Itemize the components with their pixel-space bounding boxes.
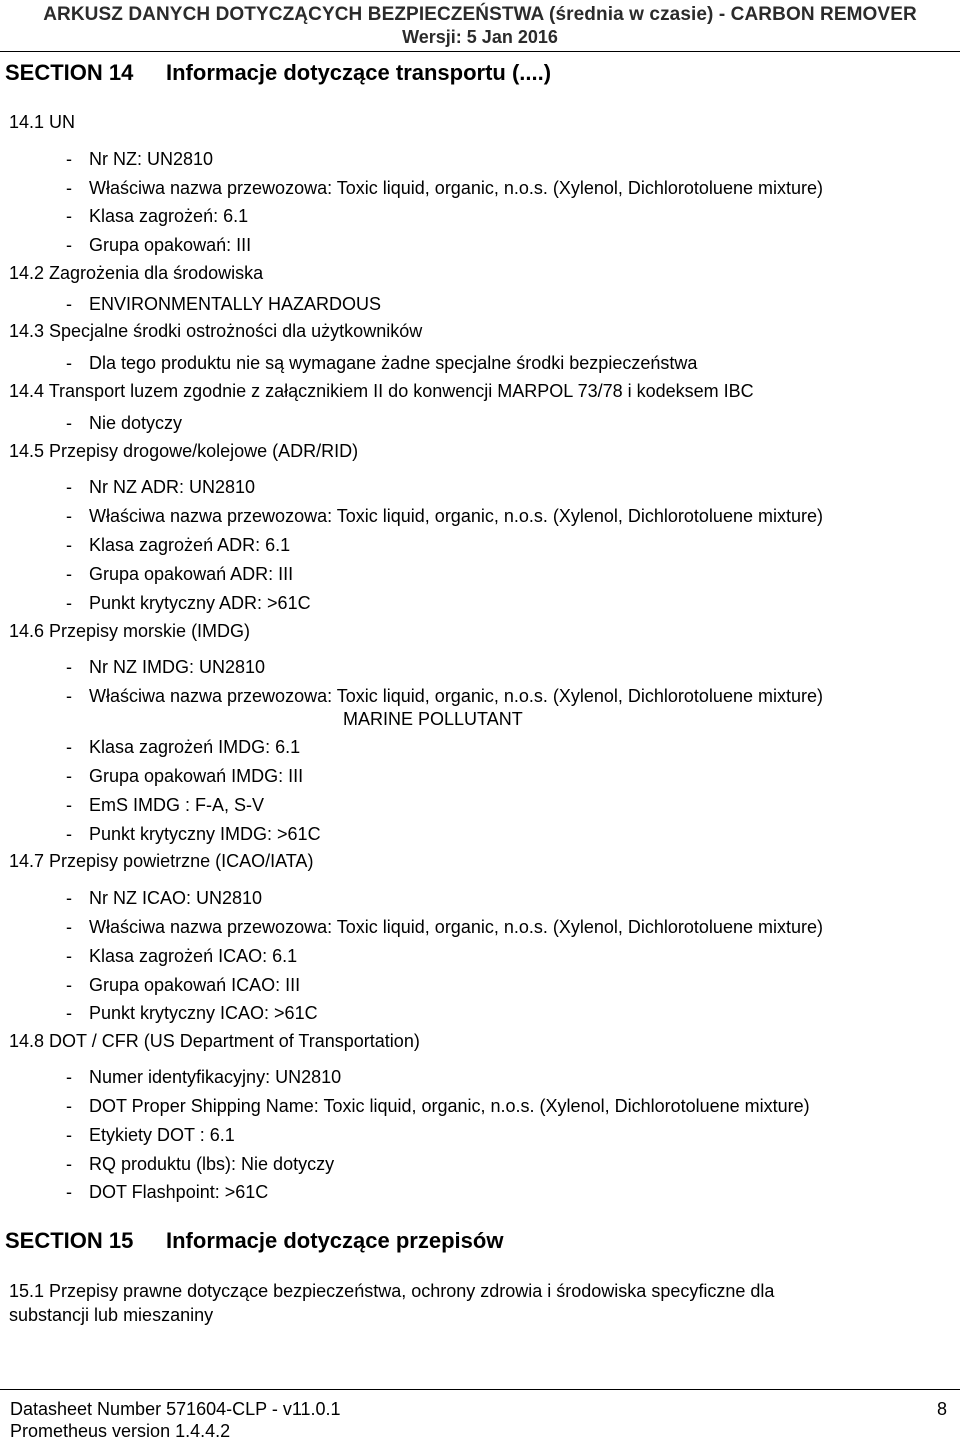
list-item: - DOT Flashpoint: >61C [66,1182,269,1202]
list-item: - Nie dotyczy [66,413,183,433]
list-item: - Numer identyfikacyjny: UN2810 [66,1067,342,1087]
section-14-number: SECTION 14 [5,60,134,85]
section-14-title: Informacje dotyczące transportu (....) [166,60,552,85]
subsection-14-8-heading: 14.8 DOT / CFR (US Department of Transportation) [9,1031,420,1051]
subsection-14-2-heading: 14.2 Zagrożenia dla środowiska [9,263,264,283]
list-item: - Właściwa nazwa przewozowa: Toxic liquid, organic, n.o.s. (Xylenol, Dichlorotoluene mixture) [66,917,823,937]
subsection-15-1-heading-cont: substancji lub mieszaniny [9,1305,214,1325]
document-title: ARKUSZ DANYCH DOTYCZĄCYCH BEZPIECZEŃSTWA (średnia w czasie) - CARBON REMOVER [43,4,917,25]
list-item: - Punkt krytyczny IMDG: >61C [66,824,321,844]
datasheet-number: Datasheet Number 571604-CLP - v11.0.1 [10,1399,341,1419]
list-item: - Właściwa nazwa przewozowa: Toxic liquid, organic, n.o.s. (Xylenol, Dichlorotoluene mixture) [66,686,823,706]
list-item: - EmS IMDG : F-A, S-V [66,795,265,815]
list-item: - Właściwa nazwa przewozowa: Toxic liquid, organic, n.o.s. (Xylenol, Dichlorotoluene mixture) [66,506,823,526]
subsection-14-5-heading: 14.5 Przepisy drogowe/kolejowe (ADR/RID) [9,441,359,461]
list-item: - Klasa zagrożeń ICAO: 6.1 [66,946,298,966]
list-item: - Nr NZ IMDG: UN2810 [66,657,266,677]
list-item: - Grupa opakowań ADR: III [66,564,294,584]
list-item: - Grupa opakowań IMDG: III [66,766,304,786]
list-item: - Nr NZ ADR: UN2810 [66,477,256,497]
prometheus-version: Prometheus version 1.4.4.2 [10,1421,231,1441]
list-item: - Punkt krytyczny ICAO: >61C [66,1003,318,1023]
list-item: - Nr NZ ICAO: UN2810 [66,888,263,908]
list-item: - Grupa opakowań ICAO: III [66,975,301,995]
footer-rule [0,1389,960,1390]
subsection-14-1-heading: 14.1 UN [9,112,76,132]
subsection-14-6-heading: 14.6 Przepisy morskie (IMDG) [9,621,251,641]
section-15-heading [5,1228,504,1254]
subsection-15-1-heading: 15.1 Przepisy prawne dotyczące bezpieczeństwa, ochrony zdrowia i środowiska specyficzne dla [9,1281,775,1301]
header-rule [0,51,960,52]
list-item: - Klasa zagrożeń: 6.1 [66,206,249,226]
list-item: - Etykiety DOT : 6.1 [66,1125,235,1145]
subsection-14-3-heading: 14.3 Specjalne środki ostrożności dla użytkowników [9,321,423,341]
document-header [0,4,960,48]
list-item: - DOT Proper Shipping Name: Toxic liquid, organic, n.o.s. (Xylenol, Dichlorotoluene mixture) [66,1096,810,1116]
subsection-14-7-heading: 14.7 Przepisy powietrzne (ICAO/IATA) [9,851,314,871]
list-item: - Klasa zagrożeń ADR: 6.1 [66,535,291,555]
section-15-title: Informacje dotyczące przepisów [166,1228,504,1253]
section-15-number: SECTION 15 [5,1228,134,1253]
page-number: 8 [937,1399,948,1419]
list-item: - Dla tego produktu nie są wymagane żadne specjalne środki bezpieczeństwa [66,353,698,373]
section-14-heading [5,60,552,86]
list-item: - Nr NZ: UN2810 [66,149,214,169]
list-item: - Punkt krytyczny ADR: >61C [66,593,311,613]
list-item: - Właściwa nazwa przewozowa: Toxic liquid, organic, n.o.s. (Xylenol, Dichlorotoluene mixture) [66,178,823,198]
list-item: - Klasa zagrożeń IMDG: 6.1 [66,737,301,757]
list-item: - Grupa opakowań: III [66,235,252,255]
list-item: - RQ produktu (lbs): Nie dotyczy [66,1154,335,1174]
marine-pollutant-note: MARINE POLLUTANT [343,709,523,729]
document-version: Wersji: 5 Jan 2016 [402,27,558,47]
list-item: - ENVIRONMENTALLY HAZARDOUS [66,294,382,314]
subsection-14-4-heading: 14.4 Transport luzem zgodnie z załącznikiem II do konwencji MARPOL 73/78 i kodeksem IBC [9,381,754,401]
